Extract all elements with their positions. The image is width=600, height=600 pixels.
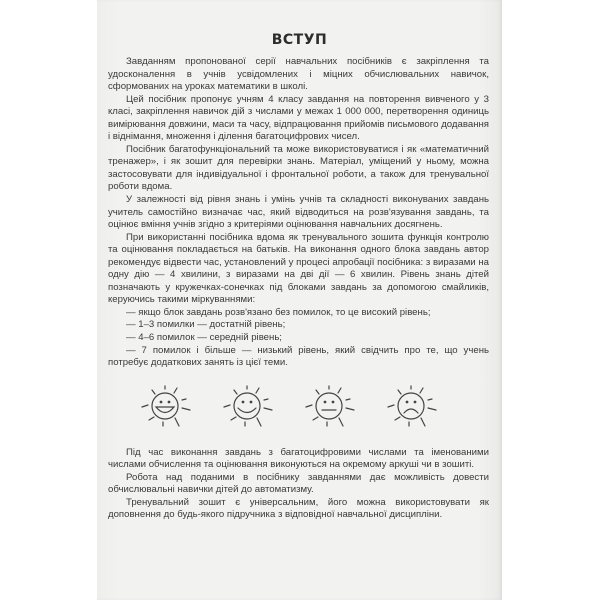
sun-smile-icon bbox=[218, 373, 276, 439]
paragraph-automatism: Робота над поданими в посібнику завданнями дає можливість довести обчислювальні навички дітей до автоматизму. bbox=[108, 471, 489, 496]
sun-sad-icon bbox=[382, 373, 440, 439]
criteria-item-average: — 4–6 помилок — середній рівень; bbox=[126, 332, 282, 344]
paragraph-universal: Тренувальний зошит є універсальним, його можна використовувати як доповнення до будь-якого підручника з відповідної навчальної дисципліни. bbox=[108, 496, 489, 521]
book-page bbox=[97, 0, 502, 600]
page-title: ВСТУП bbox=[271, 32, 328, 48]
paragraph-multifunctional: Посібник багатофункціональний та може використовуватися і як «математичний тренажер», і як зошит для перевірки знань. Матеріал, уміщений у ньому, можна застосовувати для індивідуальної і фронтальної роботи, а також для тренувальної роботи вдома. bbox=[108, 143, 489, 193]
paragraph-multidigit: Під час виконання завдань з багатоцифровими числами та іменованими числами обчислення та оцінювання виконуються на окремому аркуші чи в зошиті. bbox=[108, 446, 489, 471]
sun-big-smile-icon bbox=[136, 373, 194, 439]
criteria-item-high: — якщо блок завдань розв'язано без помилок, то це високий рівень; bbox=[126, 306, 431, 318]
paragraph-intro: Завданням пропонованої серії навчальних посібників є закріплення та удосконалення в учнів усвідомлених і міцних обчислювальних навичок, сформованих на уроках математики в школі. bbox=[108, 56, 489, 93]
paragraph-teacher-time: У залежності від рівня знань і умінь учнів та складності виконуваних завдань учитель самостійно визначає час, який відводиться на розв'язування завдань, та оцінює вміння учнів згідно з критеріями оцінювання навчальних досягнень. bbox=[108, 194, 489, 231]
page-body bbox=[108, 56, 489, 522]
paragraph-contents: Цей посібник пропонує учням 4 класу завдання на повторення вивченого у 3 класі, закріплення навичок дій з числами у межах 1 000 000, перетворення одиниць вимірювання довжини, маси та часу, відпрацювання прийомів письмового додавання і віднімання, множення і ділення багатоцифрових чисел. bbox=[108, 93, 489, 143]
criteria-item-low: — 7 помилок і більше — низький рівень, який свідчить про те, що учень потребує додаткових занять із цієї теми. bbox=[108, 344, 489, 369]
paragraph-home-use: При використанні посібника вдома як тренувального зошита функція контролю та оцінювання покладається на батьків. На виконання одного блока завдань автор рекомендує відвести час, установлений у процесі апробації посібника: з виразами на одну дію — 4 хвилини, з виразами на дві дії — 6 хвилин. Рівень знань дітей позначають у кружечках-сонечках під блоками завдань за допомогою смайликів, керуючись такими міркуваннями: bbox=[108, 231, 489, 306]
sun-neutral-icon bbox=[300, 373, 358, 439]
criteria-item-sufficient: — 1–3 помилки — достатній рівень; bbox=[126, 319, 286, 331]
smiley-suns-row bbox=[108, 373, 489, 443]
